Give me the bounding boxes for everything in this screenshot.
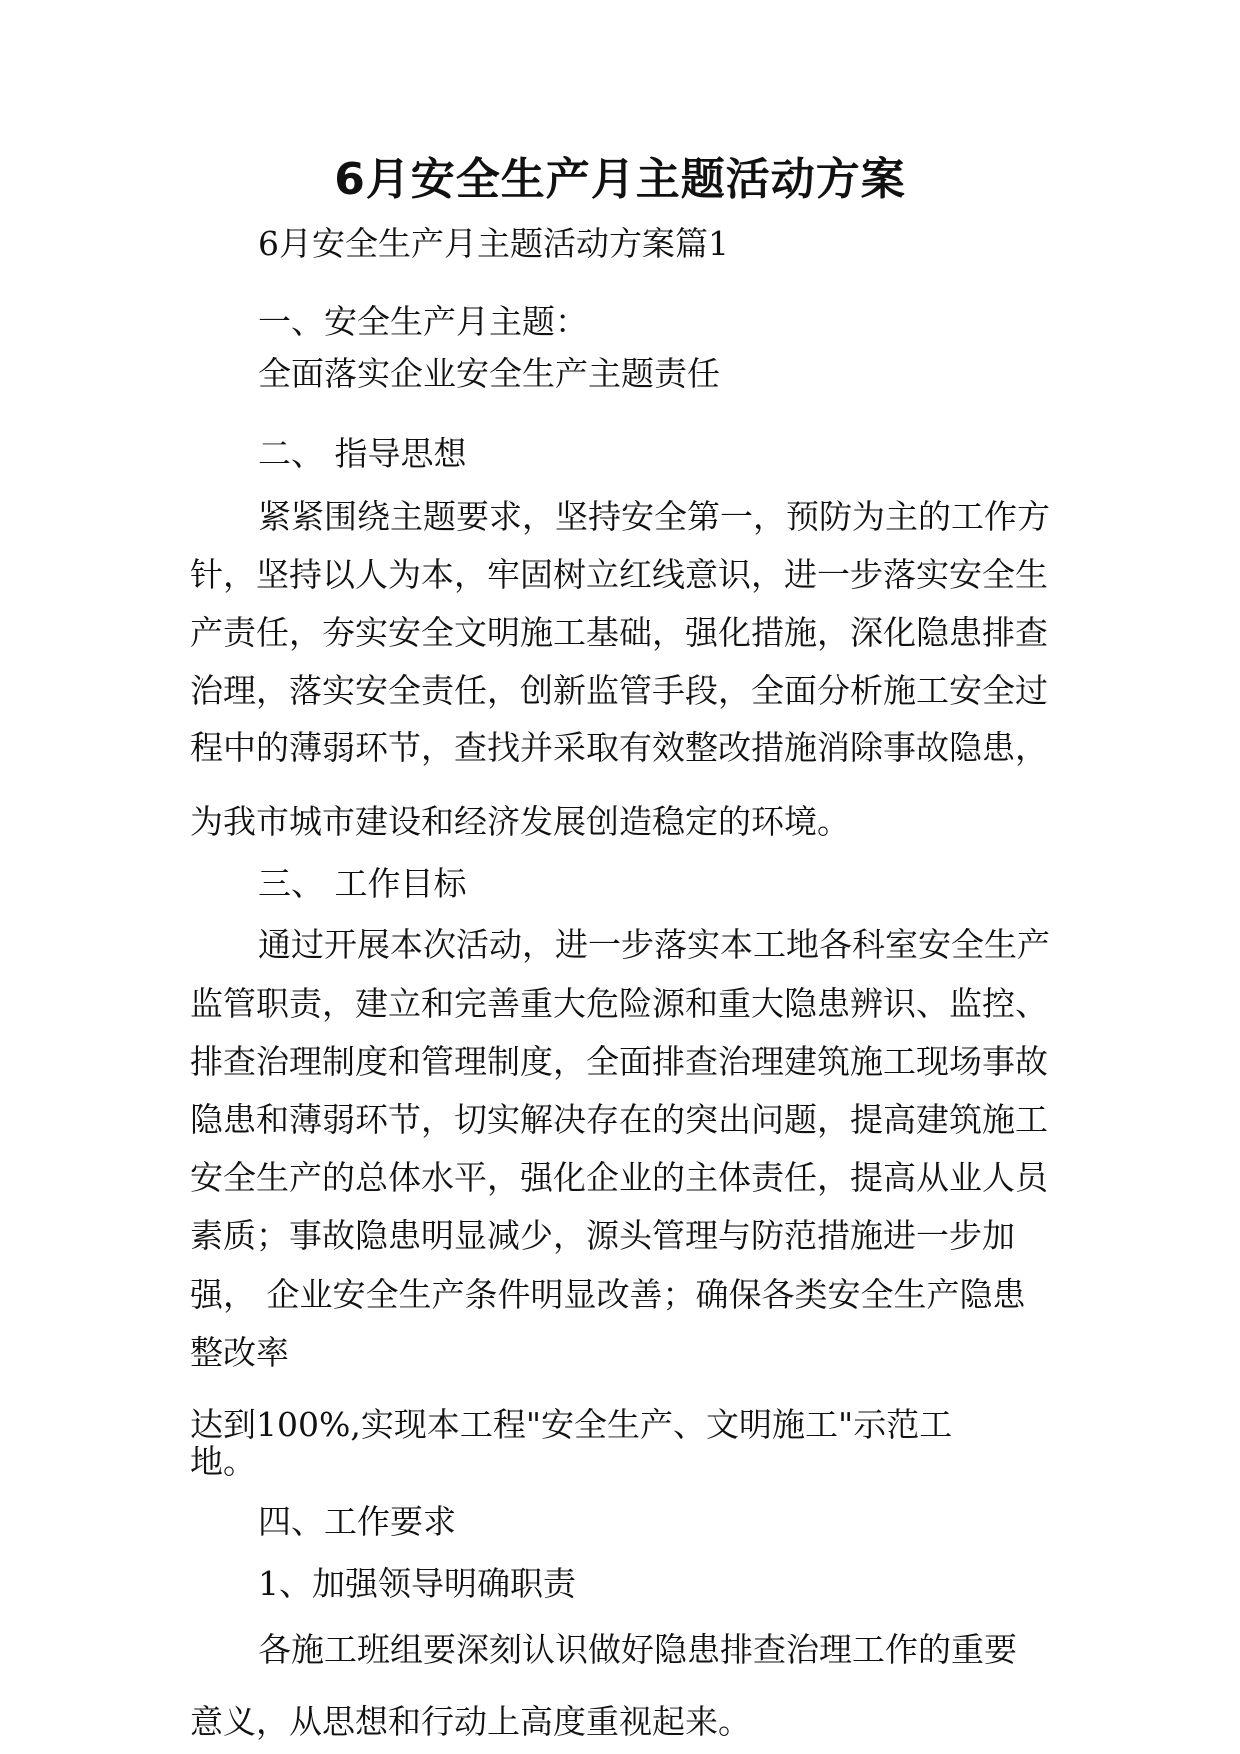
section-heading-3: 三、 工作目标 bbox=[258, 864, 467, 903]
paragraph-line: 各施工班组要深刻认识做好隐患排查治理工作的重要 bbox=[258, 1630, 1017, 1669]
subsection-heading: 1、加强领导明确职责 bbox=[258, 1564, 576, 1603]
paragraph-line: 紧紧围绕主题要求，坚持安全第一，预防为主的工作方 bbox=[258, 497, 1050, 536]
section-heading-1: 一、安全生产月主题： bbox=[258, 302, 588, 341]
section-heading-4: 四、工作要求 bbox=[258, 1502, 456, 1541]
paragraph-line: 程中的薄弱环节，查找并采取有效整改措施消除事故隐患， bbox=[190, 728, 1048, 767]
paragraph-line: 产责任，夯实安全文明施工基础，强化措施，深化隐患排查 bbox=[190, 613, 1048, 652]
paragraph-line: 治理，落实安全责任，创新监管手段，全面分析施工安全过 bbox=[190, 671, 1048, 710]
paragraph-line: 强， 企业安全生产条件明显改善；确保各类安全生产隐患 bbox=[190, 1275, 1026, 1314]
paragraph-line: 整改率 bbox=[190, 1333, 289, 1372]
paragraph-line: 安全生产的总体水平，强化企业的主体责任，提高从业人员 bbox=[190, 1158, 1048, 1197]
paragraph-line: 全面落实企业安全生产主题责任 bbox=[258, 354, 720, 393]
paragraph-line: 排查治理制度和管理制度，全面排查治理建筑施工现场事故 bbox=[190, 1042, 1048, 1081]
paragraph-line: 监管职责，建立和完善重大危险源和重大隐患辨识、监控、 bbox=[190, 984, 1048, 1023]
paragraph-line: 隐患和薄弱环节，切实解决存在的突出问题，提高建筑施工 bbox=[190, 1100, 1048, 1139]
section-heading-2: 二、 指导思想 bbox=[258, 434, 467, 473]
paragraph-line: 通过开展本次活动，进一步落实本工地各科室安全生产 bbox=[258, 925, 1050, 964]
subtitle-line: 6月安全生产月主题活动方案篇1 bbox=[258, 224, 729, 263]
paragraph-line: 达到100%,实现本工程"安全生产、文明施工"示范工 bbox=[190, 1405, 953, 1444]
paragraph-line: 素质；事故隐患明显减少，源头管理与防范措施进一步加 bbox=[190, 1216, 1015, 1255]
paragraph-line: 意义，从思想和行动上高度重视起来。 bbox=[190, 1702, 751, 1741]
paragraph-line: 为我市城市建设和经济发展创造稳定的环境。 bbox=[190, 802, 850, 841]
document-title: 6月安全生产月主题活动方案 bbox=[334, 154, 906, 205]
paragraph-line: 地。 bbox=[190, 1442, 256, 1481]
paragraph-line: 针，坚持以人为本，牢固树立红线意识，进一步落实安全生 bbox=[190, 555, 1048, 594]
